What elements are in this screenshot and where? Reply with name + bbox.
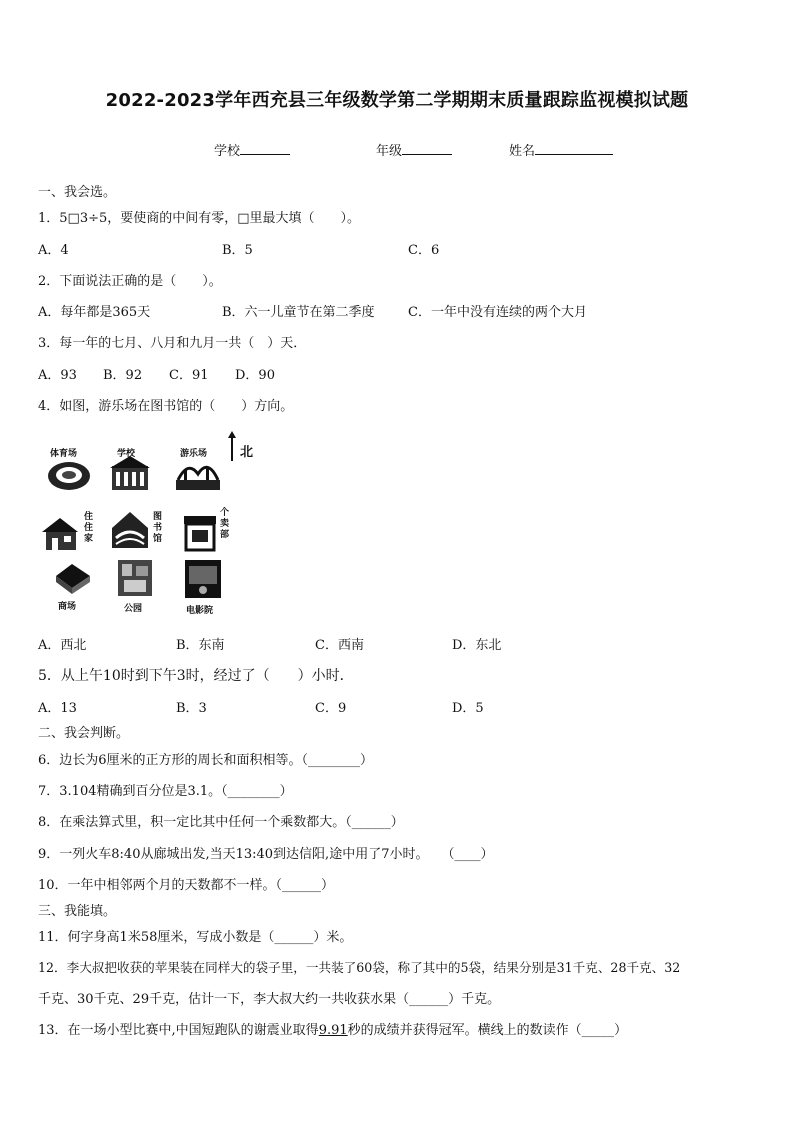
q4-option-c: C．西南 [315, 638, 364, 653]
stadium-label: 体育场 [50, 449, 78, 459]
question-11: 11．何字身高1米58厘米，写成小数是（______）米。 [38, 930, 353, 945]
q2-option-a: A．每年都是365天 [38, 305, 151, 320]
q2-option-b: B．六一儿童节在第二季度 [222, 305, 375, 320]
store-label: 个卖部 [220, 508, 230, 540]
q1-option-b: B．5 [222, 243, 253, 258]
store-icon [182, 512, 218, 552]
q3-option-c: C．91 [169, 368, 209, 383]
school-field [214, 140, 290, 159]
name-label: 姓名 [509, 144, 536, 159]
q2-option-c: C．一年中没有连续的两个大月 [408, 305, 587, 320]
q5-option-b: B．3 [176, 701, 207, 716]
q4-option-a: A．西北 [38, 638, 87, 653]
question-13 [38, 1019, 627, 1038]
q13-suffix: 秒的成绩并获得冠军。横线上的数读作（_____） [347, 1023, 628, 1038]
question-5: 5．从上午10时到下午3时，经过了（ ）小时． [38, 668, 354, 684]
library-label: 图书馆 [153, 512, 163, 544]
park-label: 公园 [124, 604, 143, 614]
stadium-icon [46, 456, 92, 492]
school-map-label: 学校 [117, 449, 136, 459]
residence-label: 住住家 [84, 512, 94, 544]
q4-option-b: B．东南 [176, 638, 225, 653]
question-12-line-1: 12．李大叔把收获的苹果装在同样大的袋子里，一共装了60袋，称了其中的5袋，结果分别是31千克、28千克、32 [38, 960, 681, 975]
question-6: 6．边长为6厘米的正方形的周长和面积相等。（________） [38, 753, 374, 768]
q1-option-a: A．4 [38, 243, 69, 258]
question-9: 9．一列火车8:40从廊城出发,当天13:40到达信阳,途中用了7小时。 （____） [38, 847, 494, 862]
library-icon [108, 508, 152, 552]
q5-option-c: C．9 [315, 701, 347, 716]
grade-blank[interactable] [402, 142, 452, 155]
page-title: 2022-2023学年西充县三年级数学第二学期期末质量跟踪监视模拟试题 [105, 90, 689, 111]
q3-option-d: D．90 [235, 368, 275, 383]
amusement-park-icon [174, 456, 222, 492]
question-10: 10．一年中相邻两个月的天数都不一样。（______） [38, 878, 335, 893]
amusement-park-label: 游乐场 [180, 449, 208, 459]
q13-prefix: 13．在一场小型比赛中,中国短跑队的谢震业取得 [38, 1023, 319, 1038]
name-field [509, 140, 613, 159]
question-3: 3．每一年的七月、八月和九月一共（ ）天． [38, 336, 307, 351]
question-1: 1．5□3÷5，要使商的中间有零，□里最大填（ ）。 [38, 211, 361, 226]
q5-option-d: D．5 [452, 701, 484, 716]
question-8: 8．在乘法算式里，积一定比其中任何一个乘数都大。（______） [38, 815, 404, 830]
grade-label: 年级 [376, 144, 403, 159]
q5-option-a: A．13 [38, 701, 77, 716]
park-icon [116, 558, 154, 598]
north-label: 北 [240, 445, 254, 460]
section-judge: 二、我会判断。 [38, 726, 130, 741]
q1-option-c: C．6 [408, 243, 440, 258]
q3-option-b: B．92 [103, 368, 143, 383]
name-blank[interactable] [535, 142, 613, 155]
school-icon [108, 456, 152, 492]
school-label: 学校 [214, 144, 241, 159]
residence-icon [40, 516, 82, 552]
q4-option-d: D．东北 [452, 638, 502, 653]
q13-number: 9.91 [318, 1023, 348, 1038]
north-arrow-icon [226, 431, 238, 463]
cinema-icon [183, 558, 223, 600]
mall-icon [52, 562, 94, 596]
section-fill: 三、我能填。 [38, 904, 117, 919]
question-12-line-2: 千克、30千克、29千克，估计一下，李大叔大约一共收获水果（______）千克。 [38, 992, 501, 1007]
cinema-label: 电影院 [186, 606, 214, 616]
q3-option-a: A．93 [38, 368, 77, 383]
section-choose: 一、我会选。 [38, 185, 117, 200]
question-2: 2．下面说法正确的是（ ）。 [38, 274, 222, 289]
school-blank[interactable] [240, 142, 290, 155]
mall-label: 商场 [58, 602, 77, 612]
question-7: 7．3.104精确到百分位是3.1。（________） [38, 784, 293, 799]
grade-field [376, 140, 452, 159]
question-4: 4．如图，游乐场在图书馆的（ ）方向。 [38, 399, 294, 414]
